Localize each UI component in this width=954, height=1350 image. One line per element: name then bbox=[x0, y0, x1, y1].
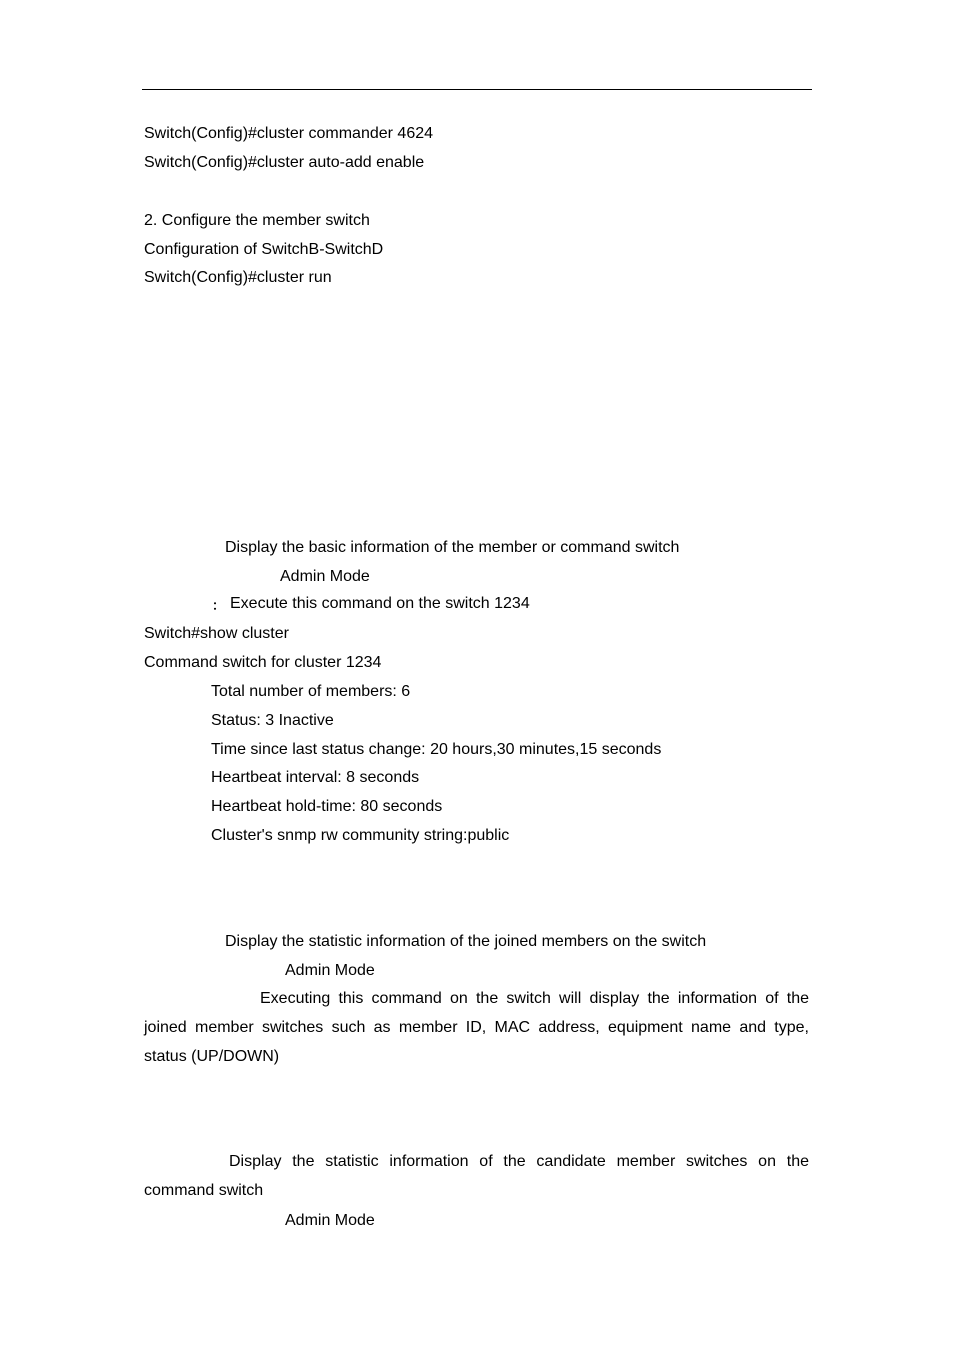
show-cluster-mode: Admin Mode bbox=[280, 568, 370, 585]
show-cluster-command: Switch#show cluster bbox=[144, 625, 289, 642]
show-candidates-description: Display the statistic information of the candidate member switches on the command switch bbox=[144, 1153, 809, 1199]
detail-total-members: Total number of members: 6 bbox=[211, 683, 411, 700]
config-line-cluster-run: Switch(Config)#cluster run bbox=[144, 269, 332, 286]
example-colon: ： bbox=[212, 598, 226, 613]
config-line-auto-add: Switch(Config)#cluster auto-add enable bbox=[144, 154, 425, 171]
step-heading: 2. Configure the member switch bbox=[144, 212, 370, 229]
detail-heartbeat-hold-time: Heartbeat hold-time: 80 seconds bbox=[211, 798, 443, 815]
show-cluster-header: Command switch for cluster 1234 bbox=[144, 654, 382, 671]
show-cluster-example: Execute this command on the switch 1234 bbox=[230, 595, 530, 612]
config-line-commander: Switch(Config)#cluster commander 4624 bbox=[144, 125, 434, 142]
show-members-usage: Executing this command on the switch will display the information of the joined member switches such as member ID, MAC address, equipment name and type, status (UP/DOWN) bbox=[144, 990, 809, 1065]
show-members-description: Display the statistic information of the joined members on the switch bbox=[225, 933, 707, 950]
detail-heartbeat-interval: Heartbeat interval: 8 seconds bbox=[211, 769, 420, 786]
show-members-mode: Admin Mode bbox=[285, 962, 375, 979]
detail-time-since-change: Time since last status change: 20 hours,30 minutes,15 seconds bbox=[211, 741, 662, 758]
config-scope: Configuration of SwitchB-SwitchD bbox=[144, 241, 384, 258]
show-cluster-description: Display the basic information of the member or command switch bbox=[225, 539, 680, 556]
detail-snmp-community: Cluster's snmp rw community string:public bbox=[211, 827, 510, 844]
detail-status: Status: 3 Inactive bbox=[211, 712, 334, 729]
show-candidates-mode: Admin Mode bbox=[285, 1212, 375, 1229]
header-rule bbox=[142, 89, 812, 90]
